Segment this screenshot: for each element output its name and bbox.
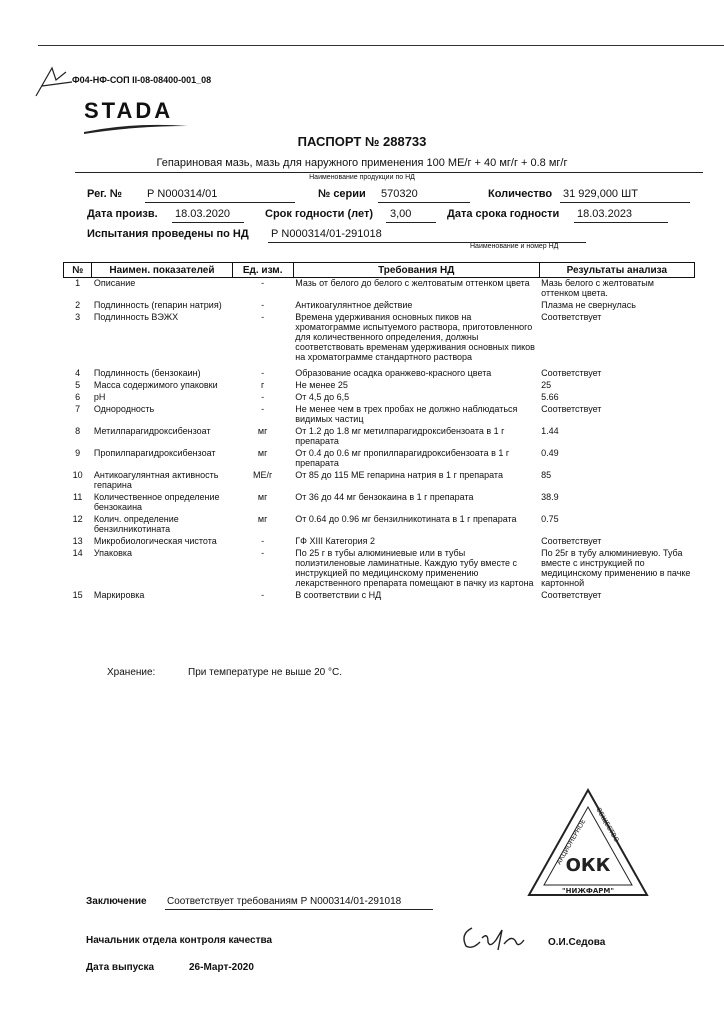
product-underline [75, 172, 703, 173]
row-result: 1.44 [541, 426, 559, 436]
row-indicator: Маркировка [93, 590, 145, 600]
row-unit: мг [257, 492, 268, 502]
table-row [64, 278, 695, 301]
row-result: Соответствует [541, 368, 602, 378]
stada-logo [84, 98, 188, 136]
stamp-top-left: АКЦИОНЕРНОЕ [554, 817, 588, 866]
head-label: Начальник отдела контроля качества [86, 935, 273, 946]
row-indicator: Метилпарагидроксибензоат [93, 426, 211, 436]
row-requirement: От 36 до 44 мг бензокаина в 1 г препарата [295, 492, 474, 502]
row-result: 0.75 [541, 514, 559, 524]
col-number: № [64, 263, 92, 278]
row-result: Соответствует [541, 312, 602, 322]
row-unit: - [261, 392, 265, 402]
row-indicator: Пропилпарагидроксибензоат [93, 448, 216, 458]
row-result: 5.66 [541, 392, 559, 402]
issue-label: Дата выпуска [86, 962, 155, 973]
col-indicator: Наимен. показателей [92, 263, 232, 278]
row-requirement: От 4,5 до 6,5 [295, 392, 350, 402]
row-requirement: От 0.4 до 0.6 мг пропилпарагидроксибензоата в 1 г препарата [295, 448, 510, 468]
reg-label: Рег. № [87, 188, 123, 200]
storage-value: При температуре не выше 20 °С. [188, 667, 343, 678]
passport-title: ПАСПОРТ № 288733 [297, 134, 427, 149]
row-requirement: От 1.2 до 1.8 мг метилпарагидроксибензоата в 1 г препарата [295, 426, 505, 446]
row-unit: - [261, 278, 265, 288]
row-indicator: Подлинность (бензокаин) [93, 368, 201, 378]
row-number: 3 [75, 312, 81, 322]
table-row [64, 548, 695, 590]
row-requirement: От 85 до 115 МЕ гепарина натрия в 1 г препарата [295, 470, 503, 480]
issue-value: 26-Март-2020 [189, 962, 254, 973]
head-name: О.И.Седова [548, 937, 606, 948]
series-underline [378, 202, 470, 203]
row-unit: - [261, 590, 265, 600]
stamp-top-right: ОБЩЕСТВО [594, 806, 621, 844]
row-number: 15 [72, 590, 83, 600]
row-unit: мг [257, 448, 268, 458]
stamp-center: ОКК [565, 855, 611, 876]
exp-value: 18.03.2023 [577, 208, 633, 220]
row-indicator: Микробиологическая чистота [93, 536, 217, 546]
row-number: 1 [75, 278, 81, 288]
qty-label: Количество [488, 188, 553, 200]
conclusion-label: Заключение [86, 896, 147, 907]
col-unit: Ед. изм. [232, 263, 293, 278]
row-unit: г [261, 380, 265, 390]
row-unit: МЕ/г [253, 470, 273, 480]
table-row [64, 368, 695, 380]
row-result: 85 [541, 470, 552, 480]
row-requirement: Антикоагулянтное действие [295, 300, 413, 310]
handwritten-mark [32, 62, 76, 102]
conclusion-underline [165, 909, 433, 910]
exp-underline [574, 222, 668, 223]
row-result: Плазма не свернулась [541, 300, 636, 310]
col-requirements: Требования НД [293, 263, 539, 278]
row-result: По 25г в тубу алюминиевую. Туба вместе с инструкцией по медицинскому применению в пачке картонной [541, 548, 691, 588]
document-code: Ф04-НФ-СОП II-08-08400-001_08 [72, 75, 212, 85]
row-number: 2 [75, 300, 81, 310]
logo-text: STADA [84, 98, 174, 123]
row-requirement: Не менее чем в трех пробах не должно наблюдаться видимых частиц [295, 404, 518, 424]
row-result: Соответствует [541, 590, 602, 600]
prod-date-value: 18.03.2020 [175, 208, 231, 220]
signature [458, 920, 528, 956]
table-row [64, 392, 695, 404]
row-requirement: Мазь от белого до белого с желтоватым оттенком цвета [295, 278, 530, 288]
row-number: 7 [75, 404, 81, 414]
row-requirement: Образование осадка оранжево-красного цвета [295, 368, 492, 378]
row-number: 11 [73, 492, 83, 502]
row-indicator: Антикоагулянтная активность гепарина [93, 470, 219, 490]
row-indicator: pH [93, 392, 106, 402]
tests-label: Испытания проведены по НД [87, 228, 249, 240]
row-indicator: Описание [93, 278, 136, 288]
row-number: 5 [75, 380, 81, 390]
table-row [64, 492, 695, 514]
table-header-row [64, 263, 695, 278]
row-number: 12 [72, 514, 83, 524]
top-rule [38, 45, 724, 46]
row-unit: мг [257, 514, 268, 524]
table-row [64, 312, 695, 368]
table-row [64, 426, 695, 448]
series-label: № серии [318, 188, 366, 200]
reg-value: Р N000314/01 [147, 188, 218, 200]
product-name: Гепариновая мазь, мазь для наружного применения 100 МЕ/г + 40 мг/г + 0.8 мг/г [156, 157, 568, 169]
row-number: 14 [72, 548, 83, 558]
shelf-label: Срок годности (лет) [265, 208, 374, 220]
tests-value: Р N000314/01-291018 [271, 228, 382, 240]
row-requirement: От 0.64 до 0.96 мг бензилникотината в 1 г препарата [295, 514, 517, 524]
row-number: 10 [72, 470, 83, 480]
row-unit: - [261, 368, 265, 378]
analysis-table [63, 262, 695, 602]
row-result: Мазь белого с желтоватым оттенком цвета. [541, 278, 654, 298]
shelf-value: 3,00 [390, 208, 412, 220]
row-requirement: В соответствии с НД [295, 590, 382, 600]
table-row [64, 300, 695, 312]
table-row [64, 470, 695, 492]
table-row [64, 448, 695, 470]
tests-caption: Наименование и номер НД [470, 243, 559, 250]
table-row [64, 404, 695, 426]
table-row [64, 590, 695, 602]
conclusion-value: Соответствует требованиям Р N000314/01-291018 [167, 896, 402, 907]
row-indicator: Подлинность ВЭЖХ [93, 312, 179, 322]
row-indicator: Колич. определение бензилникотината [93, 514, 179, 534]
row-number: 8 [75, 426, 81, 436]
row-indicator: Упаковка [93, 548, 133, 558]
row-number: 6 [75, 392, 81, 402]
storage-label: Хранение: [107, 667, 156, 678]
row-indicator: Масса содержимого упаковки [93, 380, 218, 390]
exp-label: Дата срока годности [447, 208, 560, 220]
row-unit: - [261, 548, 265, 558]
reg-underline [145, 202, 295, 203]
row-number: 4 [75, 368, 81, 378]
row-result: Соответствует [541, 536, 602, 546]
table-row [64, 380, 695, 392]
row-requirement: По 25 г в тубы алюминиевые или в тубы полиэтиленовые ламинатные. Каждую тубу вместе с инструкцией по медицинскому применению лекарственного препарата помещают в пачку из картона [295, 548, 534, 588]
row-result: 25 [541, 380, 552, 390]
row-indicator: Однородность [93, 404, 155, 414]
row-result: 0.49 [541, 448, 559, 458]
row-unit: - [261, 312, 265, 322]
row-unit: - [261, 300, 265, 310]
table-row [64, 536, 695, 548]
stamp-bottom: "НИЖФАРМ" [561, 887, 615, 895]
prod-date-underline [172, 222, 244, 223]
row-result: 38.9 [541, 492, 559, 502]
product-caption: Наименование продукции по НД [309, 174, 415, 181]
row-unit: - [261, 536, 265, 546]
table-row [64, 514, 695, 536]
row-number: 9 [75, 448, 81, 458]
col-results: Результаты анализа [539, 263, 694, 278]
series-value: 570320 [381, 188, 418, 200]
row-requirement: Не менее 25 [295, 380, 348, 390]
row-indicator: Подлинность (гепарин натрия) [93, 300, 222, 310]
row-indicator: Количественное определение бензокаина [93, 492, 220, 512]
shelf-underline [386, 222, 436, 223]
qty-underline [560, 202, 690, 203]
okk-stamp [526, 787, 650, 899]
row-unit: мг [257, 426, 268, 436]
prod-date-label: Дата произв. [87, 208, 158, 220]
row-number: 13 [72, 536, 83, 546]
row-requirement: ГФ XIII Категория 2 [295, 536, 376, 546]
row-requirement: Времена удерживания основных пиков на хроматограмме испытуемого раствора, приготовленного для количественного определения, должны соответствовать временам удерживания основных пиков на хроматограмме стандартного раствора [295, 312, 535, 362]
row-result: Соответствует [541, 404, 602, 414]
qty-value: 31 929,000 ШТ [563, 188, 638, 200]
row-unit: - [261, 404, 265, 414]
